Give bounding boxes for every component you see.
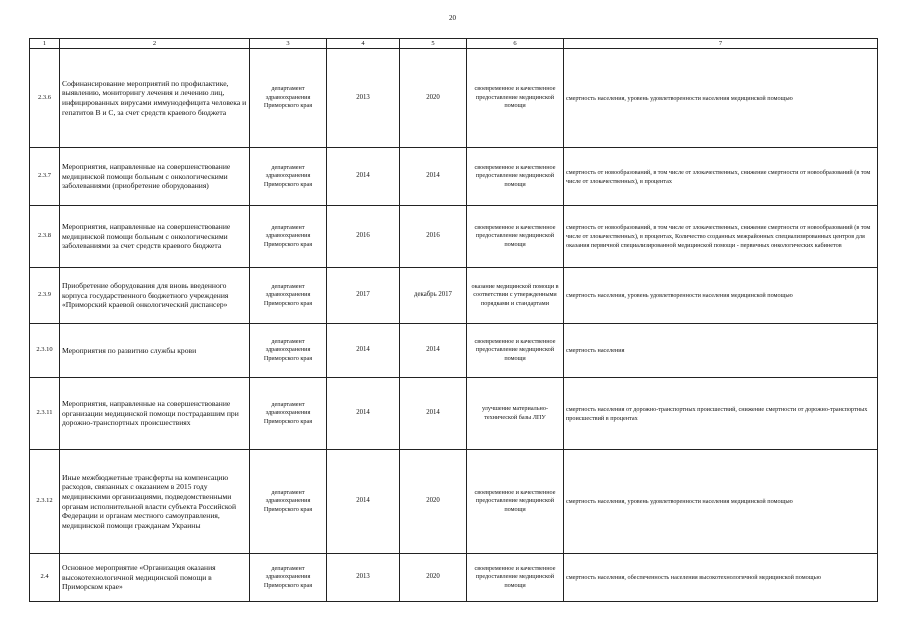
indicators: смертность населения, уровень удовлетворенности населения медицинской помощью <box>564 268 878 324</box>
table-row <box>30 324 878 378</box>
start-year: 2013 <box>327 49 400 148</box>
activity-name: Мероприятия, направленные на совершенствование медицинской помощи больным с онкологическими заболеваниями за счет средств краевого бюджета <box>60 206 250 268</box>
executor: департамент здравоохранения Приморского края <box>250 49 327 148</box>
expected-result: своевременное и качественное предоставление медицинской помощи <box>467 554 564 602</box>
expected-result: своевременное и качественное предоставление медицинской помощи <box>467 450 564 554</box>
executor: департамент здравоохранения Приморского края <box>250 148 327 206</box>
column-header: 7 <box>564 39 878 49</box>
activity-name: Основное мероприятие «Организация оказания высокотехнологичной медицинской помощи в Приморском крае» <box>60 554 250 602</box>
start-year: 2017 <box>327 268 400 324</box>
activity-name: Мероприятия по развитию службы крови <box>60 324 250 378</box>
expected-result: своевременное и качественное предоставление медицинской помощи <box>467 206 564 268</box>
expected-result: оказание медицинской помощи в соответствии с утвержденными порядками и стандартами <box>467 268 564 324</box>
end-year: 2020 <box>400 49 467 148</box>
expected-result: улучшение материально-технической базы ЛПУ <box>467 378 564 450</box>
program-activities-table <box>29 38 878 602</box>
column-header: 1 <box>30 39 60 49</box>
table-row <box>30 206 878 268</box>
indicators: смертность населения, обеспеченность населения высокотехнологичной медицинской помощью <box>564 554 878 602</box>
end-year: 2014 <box>400 148 467 206</box>
end-year: декабрь 2017 <box>400 268 467 324</box>
end-year: 2020 <box>400 450 467 554</box>
executor: департамент здравоохранения Приморского края <box>250 554 327 602</box>
row-number: 2.3.8 <box>30 206 60 268</box>
table-row <box>30 148 878 206</box>
activity-name: Мероприятия, направленные на совершенствование организации медицинской помощи пострадавшим при дорожно-транспортных происшествиях <box>60 378 250 450</box>
indicators: смертность от новообразований, в том числе от злокачественных, снижение смертности от новообразований (в том числе от злокачественных), в процентах, Количество созданных межрайонных специализированных центров для оказания первичной специализированной медицинской помощи - первичных онкологических кабинетов <box>564 206 878 268</box>
activity-name: Приобретение оборудования для вновь введенного корпуса государственного бюджетного учреждения «Приморский краевой онкологический диспансер» <box>60 268 250 324</box>
row-number: 2.3.9 <box>30 268 60 324</box>
indicators: смертность населения, уровень удовлетворенности населения медицинской помощью <box>564 450 878 554</box>
start-year: 2016 <box>327 206 400 268</box>
start-year: 2013 <box>327 554 400 602</box>
column-header: 2 <box>60 39 250 49</box>
table-row <box>30 450 878 554</box>
executor: департамент здравоохранения Приморского края <box>250 378 327 450</box>
row-number: 2.4 <box>30 554 60 602</box>
start-year: 2014 <box>327 148 400 206</box>
indicators: смертность населения <box>564 324 878 378</box>
column-header: 5 <box>400 39 467 49</box>
end-year: 2014 <box>400 378 467 450</box>
start-year: 2014 <box>327 450 400 554</box>
column-header: 6 <box>467 39 564 49</box>
row-number: 2.3.11 <box>30 378 60 450</box>
indicators: смертность населения, уровень удовлетворенности населения медицинской помощью <box>564 49 878 148</box>
expected-result: своевременное и качественное предоставление медицинской помощи <box>467 148 564 206</box>
executor: департамент здравоохранения Приморского края <box>250 450 327 554</box>
indicators: смертность населения от дорожно-транспортных происшествий, снижение смертности от дорожно-транспортных происшествий в процентах <box>564 378 878 450</box>
executor: департамент здравоохранения Приморского края <box>250 268 327 324</box>
activity-name: Иные межбюджетные трансферты на компенсацию расходов, связанных с оказанием в 2015 году медицинскими организациями, подведомственными органам исполнительной власти субъекта Российской Федерации и органам местного самоуправления, медицинской помощи гражданам Украины <box>60 450 250 554</box>
column-header: 4 <box>327 39 400 49</box>
row-number: 2.3.10 <box>30 324 60 378</box>
expected-result: своевременное и качественное предоставление медицинской помощи <box>467 324 564 378</box>
start-year: 2014 <box>327 324 400 378</box>
activity-name: Софинансирование мероприятий по профилактике, выявлению, мониторингу лечения и лечению лиц, инфицированных вирусами иммунодефицита человека и гепатитов В и С, за счет средств краевого бюджета <box>60 49 250 148</box>
column-header: 3 <box>250 39 327 49</box>
header-row <box>30 39 878 49</box>
table-row <box>30 554 878 602</box>
executor: департамент здравоохранения Приморского края <box>250 324 327 378</box>
page-number: 20 <box>449 14 456 22</box>
end-year: 2020 <box>400 554 467 602</box>
start-year: 2014 <box>327 378 400 450</box>
indicators: смертность от новообразований, в том числе от злокачественных, снижение смертности от новообразований (в том числе от злокачественных), в процентах <box>564 148 878 206</box>
activity-name: Мероприятия, направленные на совершенствование медицинской помощи больным с онкологическими заболеваниями (приобретение оборудования) <box>60 148 250 206</box>
table-row <box>30 378 878 450</box>
row-number: 2.3.6 <box>30 49 60 148</box>
end-year: 2014 <box>400 324 467 378</box>
row-number: 2.3.7 <box>30 148 60 206</box>
table-row <box>30 49 878 148</box>
table-row <box>30 268 878 324</box>
row-number: 2.3.12 <box>30 450 60 554</box>
expected-result: своевременное и качественное предоставление медицинской помощи <box>467 49 564 148</box>
end-year: 2016 <box>400 206 467 268</box>
executor: департамент здравоохранения Приморского края <box>250 206 327 268</box>
